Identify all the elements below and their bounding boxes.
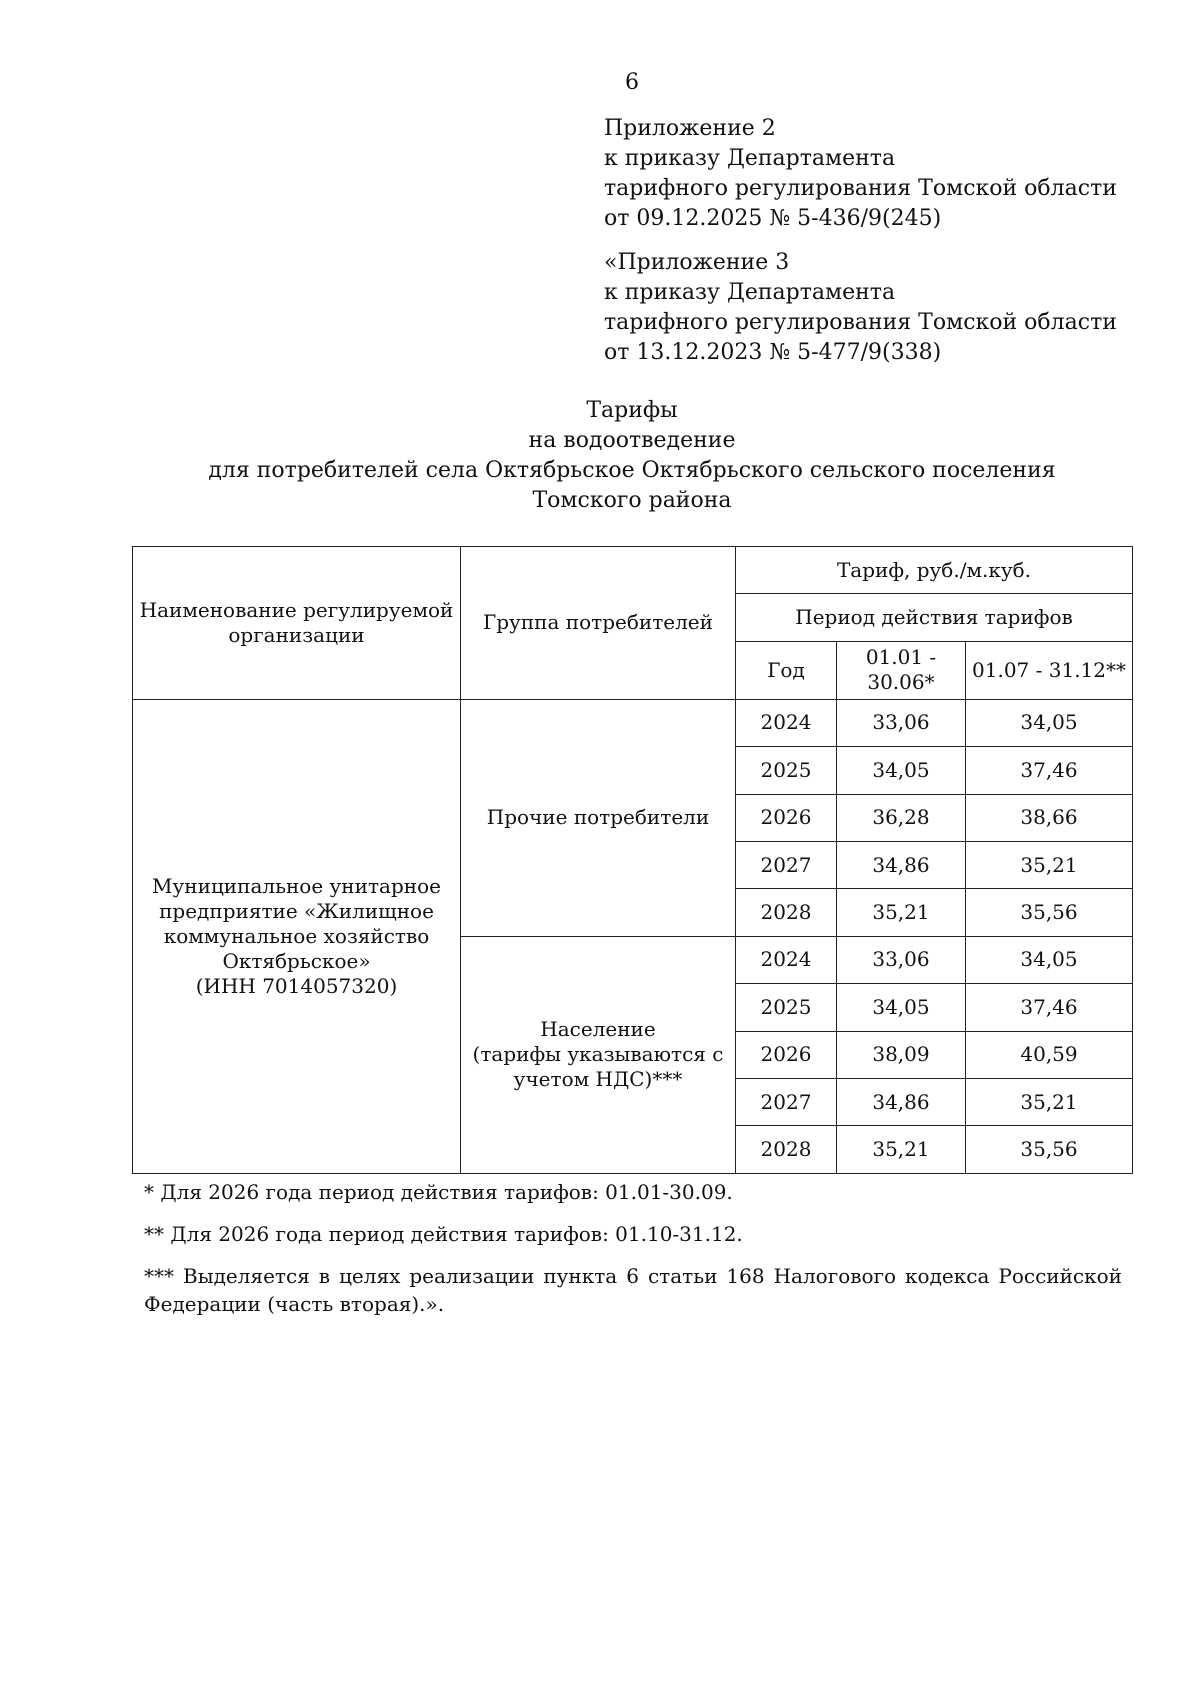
- header-row: [133, 547, 1133, 594]
- footnote: * Для 2026 года период действия тарифов: 01.01-30.09.: [144, 1180, 733, 1204]
- group-line: учетом НДС)***: [513, 1067, 683, 1092]
- page-number: 6: [625, 70, 639, 95]
- annex-line: от 13.12.2023 № 5-477/9(338): [604, 340, 942, 365]
- year-cell: 2025: [736, 984, 837, 1031]
- organization-line: (ИНН 7014057320): [195, 973, 398, 998]
- annex-line: тарифного регулирования Томской области: [604, 176, 1117, 201]
- document-title: [132, 396, 1132, 516]
- tariff-second-half-cell: 40,59: [966, 1031, 1133, 1078]
- tariff-first-half-cell: 34,05: [837, 984, 966, 1031]
- header-period: Период действия тарифов: [736, 594, 1133, 641]
- year-cell: 2024: [736, 936, 837, 983]
- organization-line: предприятие «Жилищное: [159, 898, 434, 923]
- group-population: [461, 936, 736, 1173]
- tariff-first-half-cell: 35,21: [837, 889, 966, 936]
- organization-cell: [133, 699, 461, 1173]
- year-cell: 2027: [736, 841, 837, 888]
- tariff-first-half-cell: 36,28: [837, 794, 966, 841]
- header-tariff: Тариф, руб./м.куб.: [736, 547, 1133, 594]
- title-line: Тарифы: [586, 398, 678, 423]
- footnote: ** Для 2026 года период действия тарифов: 01.10-31.12.: [144, 1222, 743, 1246]
- tariff-first-half-cell: 34,86: [837, 1078, 966, 1125]
- group-line: Население: [540, 1017, 656, 1042]
- title-line: Томского района: [532, 488, 732, 513]
- tariff-second-half-cell: 34,05: [966, 936, 1133, 983]
- annex-line: к приказу Департамента: [604, 146, 896, 171]
- year-cell: 2026: [736, 794, 837, 841]
- title-line: на водоотведение: [528, 428, 736, 453]
- header-consumer-group: Группа потребителей: [461, 547, 736, 700]
- annex-current-header: [604, 114, 1164, 234]
- annex-line: Приложение 2: [604, 116, 776, 141]
- annex-line: от 09.12.2025 № 5-436/9(245): [604, 206, 942, 231]
- year-cell: 2027: [736, 1078, 837, 1125]
- header-first-half: 01.01 - 30.06*: [837, 641, 966, 699]
- year-cell: 2028: [736, 889, 837, 936]
- tariff-first-half-cell: 34,86: [837, 841, 966, 888]
- tariff-first-half-cell: 33,06: [837, 936, 966, 983]
- footnotes: [144, 1178, 1122, 1332]
- year-cell: 2026: [736, 1031, 837, 1078]
- tariff-first-half-cell: 38,09: [837, 1031, 966, 1078]
- tariff-second-half-cell: 35,56: [966, 889, 1133, 936]
- tariff-second-half-cell: 37,46: [966, 984, 1133, 1031]
- tariff-second-half-cell: 38,66: [966, 794, 1133, 841]
- header-second-half: 01.07 - 31.12**: [966, 641, 1133, 699]
- annex-line: «Приложение 3: [604, 250, 790, 275]
- year-cell: 2025: [736, 747, 837, 794]
- tariff-first-half-cell: 35,21: [837, 1126, 966, 1173]
- table-row: [133, 699, 1133, 746]
- tariff-second-half-cell: 35,56: [966, 1126, 1133, 1173]
- annex-amended-header: [604, 248, 1164, 368]
- organization-line: коммунальное хозяйство: [163, 923, 430, 948]
- tariff-second-half-cell: 35,21: [966, 1078, 1133, 1125]
- year-cell: 2024: [736, 699, 837, 746]
- annex-line: тарифного регулирования Томской области: [604, 310, 1117, 335]
- year-cell: 2028: [736, 1126, 837, 1173]
- title-line: для потребителей села Октябрьское Октябрьского сельского поселения: [208, 458, 1056, 483]
- organization-line: Октябрьское»: [222, 948, 371, 973]
- group-other-consumers: [461, 699, 736, 936]
- tariff-first-half-cell: 33,06: [837, 699, 966, 746]
- group-line: Прочие потребители: [486, 805, 710, 830]
- tariff-first-half-cell: 34,05: [837, 747, 966, 794]
- header-organization: Наименование регулируемой организации: [133, 547, 461, 700]
- tariff-second-half-cell: 35,21: [966, 841, 1133, 888]
- group-line: (тарифы указываются с: [472, 1042, 724, 1067]
- tariff-table: [132, 546, 1133, 1174]
- organization-line: Муниципальное унитарное: [152, 873, 441, 898]
- tariff-second-half-cell: 37,46: [966, 747, 1133, 794]
- header-year: Год: [736, 641, 837, 699]
- annex-line: к приказу Департамента: [604, 280, 896, 305]
- footnote: *** Выделяется в целях реализации пункта 6 статьи 168 Налогового кодекса Российской Федерации (часть вторая).».: [144, 1264, 1122, 1316]
- tariff-second-half-cell: 34,05: [966, 699, 1133, 746]
